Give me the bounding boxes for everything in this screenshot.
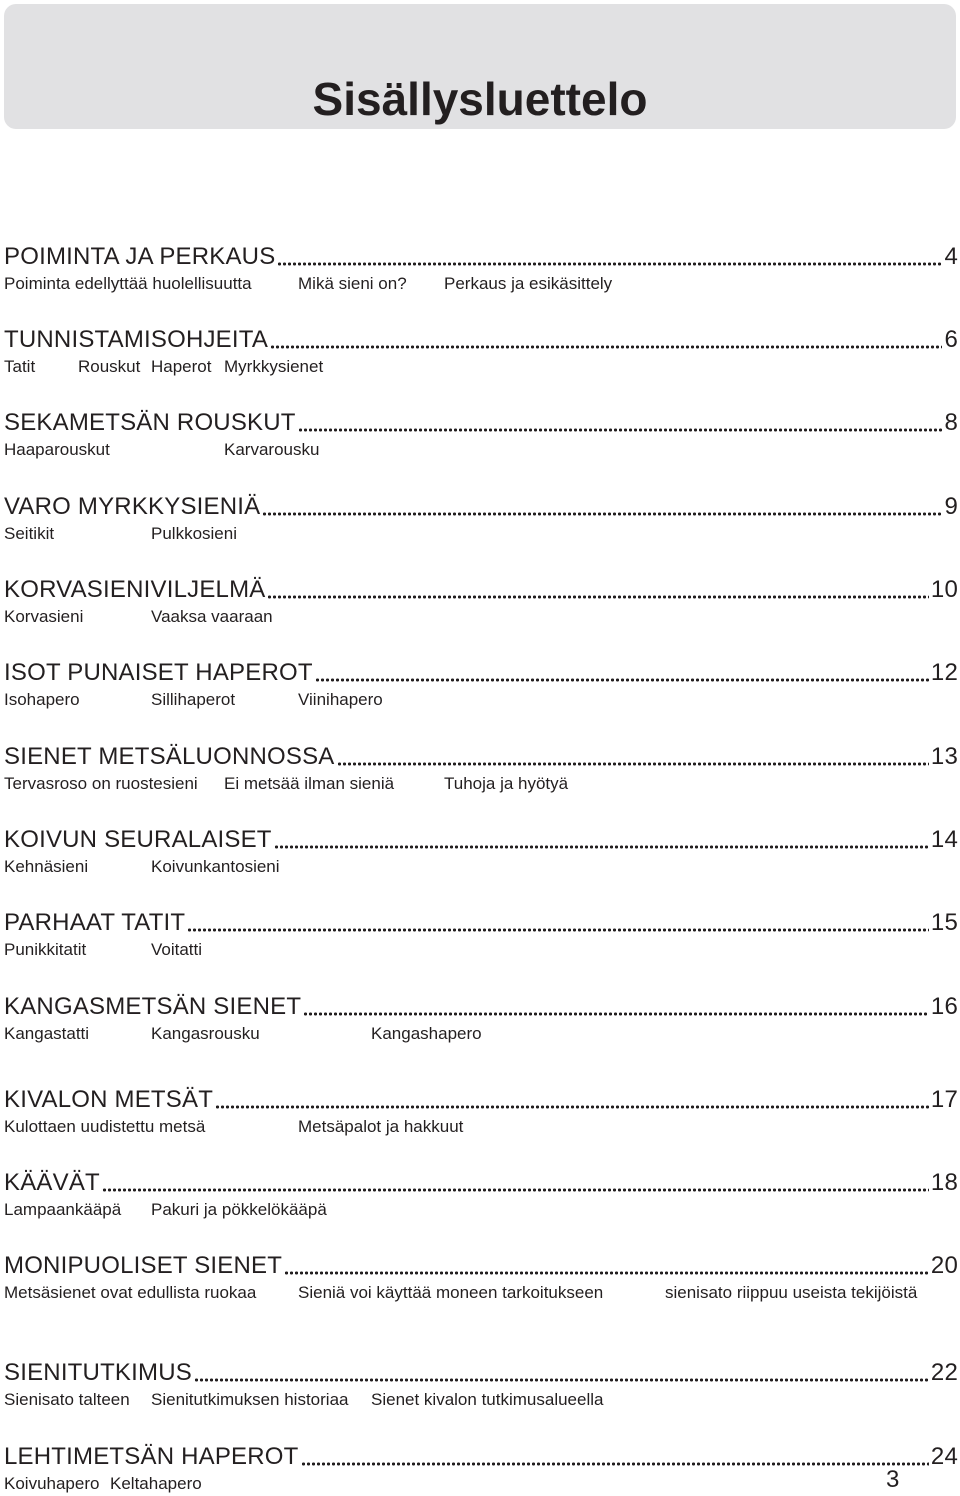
toc-page-number: 20 <box>930 1252 958 1279</box>
toc-heading-line <box>4 742 958 770</box>
toc-subtopic: Keltahapero <box>110 1474 202 1493</box>
dot-leader <box>303 1012 929 1016</box>
toc-page-number: 10 <box>930 576 958 603</box>
toc-subtopic: Seitikit <box>4 524 55 543</box>
dot-leader <box>315 678 929 682</box>
toc-subtopic: Metsäpalot ja hakkuut <box>298 1117 464 1136</box>
toc-subtopic: sienisato riippuu useista tekijöistä <box>665 1283 918 1302</box>
toc-heading: SIENITUTKIMUS <box>4 1359 192 1386</box>
toc-subtopic: Voitatti <box>151 940 203 959</box>
toc-heading: LEHTIMETSÄN HAPEROT <box>4 1443 299 1470</box>
toc-heading-line <box>4 992 958 1020</box>
toc-heading: TUNNISTAMISOHJEITA <box>4 326 269 353</box>
dot-leader <box>337 762 929 766</box>
toc-entry <box>4 1358 958 1411</box>
toc-heading-line <box>4 1358 958 1386</box>
toc-subtopic: Sieniä voi käyttää moneen tarkoitukseen <box>298 1283 604 1302</box>
toc-subtopic: Tervasroso on ruostesieni <box>4 774 198 793</box>
toc-subtopic: Isohapero <box>4 690 80 709</box>
toc-subtopics <box>4 606 958 628</box>
toc-subtopics <box>4 773 958 795</box>
toc-subtopic: Perkaus ja esikäsittely <box>444 274 613 293</box>
toc-page-number: 24 <box>930 1443 958 1470</box>
toc-heading-line <box>4 575 958 603</box>
toc-heading-line <box>4 242 958 270</box>
dot-leader <box>298 428 943 432</box>
toc-entry <box>4 992 958 1045</box>
toc-page-number: 14 <box>930 826 958 853</box>
dot-leader <box>277 262 942 266</box>
dot-leader <box>187 928 929 932</box>
dot-leader <box>102 1188 929 1192</box>
toc-subtopic: Sienet kivalon tutkimusalueella <box>371 1390 604 1409</box>
toc-subtopics <box>4 1116 958 1138</box>
toc-subtopic: Poiminta edellyttää huolellisuutta <box>4 274 252 293</box>
toc-heading: KÄÄVÄT <box>4 1169 100 1196</box>
toc-heading-line <box>4 908 958 936</box>
toc-subtopic: Sienitutkimuksen historiaa <box>151 1390 349 1409</box>
dot-leader <box>301 1462 929 1466</box>
toc-heading-line <box>4 1442 958 1470</box>
toc-entry <box>4 575 958 628</box>
toc-subtopics <box>4 1282 958 1304</box>
dot-leader <box>274 845 929 849</box>
toc-heading-line <box>4 1085 958 1113</box>
dot-leader <box>215 1105 929 1109</box>
toc-entry <box>4 825 958 878</box>
toc-heading-line <box>4 492 958 520</box>
toc-subtopic: Haaparouskut <box>4 440 110 459</box>
toc-entry <box>4 1442 958 1495</box>
toc-subtopic: Pulkkosieni <box>151 524 237 543</box>
toc-entry <box>4 325 958 378</box>
toc-heading: KOIVUN SEURALAISET <box>4 826 272 853</box>
page-title: Sisällysluettelo <box>312 73 648 125</box>
toc-page-number: 4 <box>944 243 958 270</box>
toc-subtopics <box>4 1023 958 1045</box>
toc-page-number: 17 <box>930 1086 958 1113</box>
toc-heading: KANGASMETSÄN SIENET <box>4 993 302 1020</box>
toc-page-number: 15 <box>930 909 958 936</box>
toc-subtopic: Lampaankääpä <box>4 1200 122 1219</box>
toc-heading: SIENET METSÄLUONNOSSA <box>4 743 335 770</box>
dot-leader <box>270 345 942 349</box>
toc-subtopic: Karvarousku <box>224 440 320 459</box>
toc-subtopics <box>4 523 958 545</box>
toc-subtopic: Kangastatti <box>4 1024 90 1043</box>
toc-subtopics <box>4 439 958 461</box>
toc-subtopics <box>4 356 958 378</box>
toc-subtopic: Pakuri ja pökkelökääpä <box>151 1200 327 1219</box>
toc-heading: VARO MYRKKYSIENIÄ <box>4 493 261 520</box>
toc-subtopic: Kangashapero <box>371 1024 482 1043</box>
toc-heading: SEKAMETSÄN ROUSKUT <box>4 409 296 436</box>
toc-page-number: 12 <box>930 659 958 686</box>
toc-subtopic: Vaaksa vaaraan <box>151 607 273 626</box>
toc-subtopics <box>4 1199 958 1221</box>
toc-heading: MONIPUOLISET SIENET <box>4 1252 283 1279</box>
toc-subtopics <box>4 1473 958 1495</box>
toc-subtopic: Rouskut <box>78 357 141 376</box>
toc-subtopics <box>4 689 958 711</box>
toc-entry <box>4 1251 958 1304</box>
toc-heading-line <box>4 825 958 853</box>
toc-subtopic: Punikkitatit <box>4 940 87 959</box>
toc-subtopic: Kulottaen uudistettu metsä <box>4 1117 206 1136</box>
toc-page-number: 8 <box>944 409 958 436</box>
toc-heading-line <box>4 325 958 353</box>
toc-heading: KIVALON METSÄT <box>4 1086 214 1113</box>
title-banner <box>4 4 956 129</box>
toc-subtopics <box>4 273 958 295</box>
toc-subtopic: Korvasieni <box>4 607 84 626</box>
toc-page-number: 16 <box>930 993 958 1020</box>
toc-subtopic: Myrkkysienet <box>224 357 324 376</box>
toc-subtopic: Sillihaperot <box>151 690 236 709</box>
toc-heading: KORVASIENIVILJELMÄ <box>4 576 266 603</box>
toc-entry <box>4 658 958 711</box>
toc-subtopic: Koivuhapero <box>4 1474 100 1493</box>
toc-entry <box>4 1085 958 1138</box>
toc-subtopic: Mikä sieni on? <box>298 274 407 293</box>
toc-entry <box>4 742 958 795</box>
toc-heading-line <box>4 1168 958 1196</box>
toc-subtopics <box>4 856 958 878</box>
toc-subtopic: Viinihapero <box>298 690 383 709</box>
toc-page-number: 9 <box>944 493 958 520</box>
toc-subtopic: Sienisato talteen <box>4 1390 130 1409</box>
toc-subtopic: Koivunkantosieni <box>151 857 280 876</box>
toc-heading: POIMINTA JA PERKAUS <box>4 243 276 270</box>
dot-leader <box>194 1378 929 1382</box>
toc-subtopic: Kehnäsieni <box>4 857 89 876</box>
toc-subtopic: Kangasrousku <box>151 1024 260 1043</box>
toc-page-number: 6 <box>944 326 958 353</box>
dot-leader <box>267 595 928 599</box>
toc-entry <box>4 242 958 295</box>
toc-page-number: 18 <box>930 1169 958 1196</box>
toc-heading-line <box>4 1251 958 1279</box>
dot-leader <box>284 1271 929 1275</box>
toc-heading-line <box>4 658 958 686</box>
toc-subtopics <box>4 1389 958 1411</box>
toc-page-number: 22 <box>930 1359 958 1386</box>
toc-subtopic: Metsäsienet ovat edullista ruokaa <box>4 1283 257 1302</box>
page-folio-number: 3 <box>886 1466 900 1493</box>
toc-subtopic: Tuhoja ja hyötyä <box>444 774 569 793</box>
toc-subtopic: Tatit <box>4 357 36 376</box>
toc-entry <box>4 408 958 461</box>
toc-subtopics <box>4 939 958 961</box>
dot-leader <box>262 512 942 516</box>
toc-heading: PARHAAT TATIT <box>4 909 186 936</box>
toc-entry <box>4 1168 958 1221</box>
toc-subtopic: Ei metsää ilman sieniä <box>224 774 395 793</box>
toc-heading: ISOT PUNAISET HAPEROT <box>4 659 313 686</box>
toc-entry <box>4 908 958 961</box>
toc-subtopic: Haperot <box>151 357 212 376</box>
toc-page-number: 13 <box>930 743 958 770</box>
toc-entry <box>4 492 958 545</box>
toc-heading-line <box>4 408 958 436</box>
